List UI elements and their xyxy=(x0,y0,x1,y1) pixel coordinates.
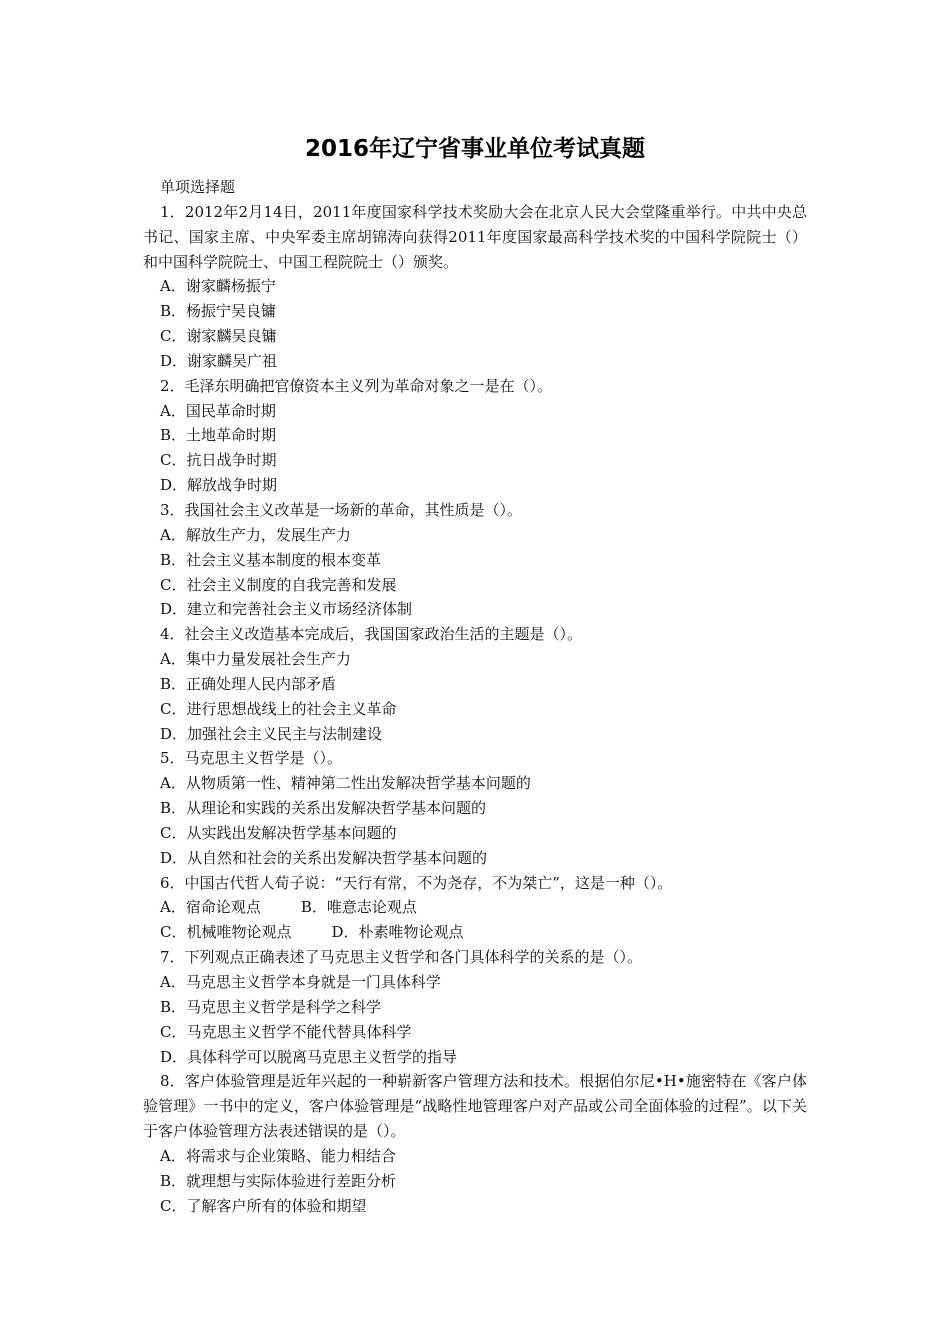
question-5-option-c: C．从实践出发解决哲学基本问题的 xyxy=(160,823,397,842)
question-1-option-a: A．谢家麟杨振宁 xyxy=(160,277,276,296)
question-6-option-a: A．宿命论观点 xyxy=(160,898,261,917)
question-7-text: 7．下列观点正确表述了马克思主义哲学和各门具体科学的关系的是（）。 xyxy=(160,948,643,967)
question-1-text: 1．2012年2月14日，2011年度国家科学技术奖励大会在北京人民大会堂隆重举行。中共中央总书记、国家主席、中央军委主席胡锦涛向获得2011年度国家最高科学技术奖的中国科学院院士（）和中国科学院院士、中国工程院院士（）颁奖。 xyxy=(143,202,807,271)
question-8-option-c: C．了解客户所有的体验和期望 xyxy=(160,1196,367,1215)
question-6-text: 6．中国古代哲人荀子说：“天行有常，不为尧存，不为桀亡”，这是一种（）。 xyxy=(160,873,673,892)
question-7-option-b: B．马克思主义哲学是科学之科学 xyxy=(160,997,382,1016)
question-5-option-d: D．从自然和社会的关系出发解决哲学基本问题的 xyxy=(160,848,488,867)
question-3-option-b: B．社会主义基本制度的根本变革 xyxy=(160,550,382,569)
question-4-option-a: A．集中力量发展社会生产力 xyxy=(160,650,351,669)
question-8-option-b: B．就理想与实际体验进行差距分析 xyxy=(160,1171,397,1190)
question-2-option-b: B．土地革命时期 xyxy=(160,426,277,445)
question-5-option-b: B．从理论和实践的关系出发解决哲学基本问题的 xyxy=(160,799,487,818)
question-6-option-d: D．朴素唯物论观点 xyxy=(331,923,464,942)
question-4-option-d: D．加强社会主义民主与法制建设 xyxy=(160,724,383,743)
question-6-options-row-1 xyxy=(143,895,807,920)
question-4-option-c: C．进行思想战线上的社会主义革命 xyxy=(160,699,397,718)
document-title: 2016年辽宁省事业单位考试真题 xyxy=(304,136,645,162)
question-5-option-a: A．从物质第一性、精神第二性出发解决哲学基本问题的 xyxy=(160,774,531,793)
question-7-option-d: D．具体科学可以脱离马克思主义哲学的指导 xyxy=(160,1047,458,1066)
question-1-option-b: B．杨振宁吴良镛 xyxy=(160,302,277,321)
question-2-text: 2．毛泽东明确把官僚资本主义列为革命对象之一是在（）。 xyxy=(160,376,553,395)
question-1-option-d: D．谢家麟吴广祖 xyxy=(160,351,278,370)
question-6-option-b: B．唯意志论观点 xyxy=(300,898,417,917)
question-3-option-c: C．社会主义制度的自我完善和发展 xyxy=(160,575,397,594)
question-3-option-d: D．建立和完善社会主义市场经济体制 xyxy=(160,600,413,619)
question-4-text: 4．社会主义改造基本完成后，我国国家政治生活的主题是（）。 xyxy=(160,625,583,644)
document-body xyxy=(143,175,807,1218)
question-3-option-a: A．解放生产力，发展生产力 xyxy=(160,525,351,544)
question-7-option-c: C．马克思主义哲学不能代替具体科学 xyxy=(160,1022,412,1041)
question-5-text: 5．马克思主义哲学是（）。 xyxy=(160,749,343,768)
question-1-option-c: C．谢家麟吴良镛 xyxy=(160,327,277,346)
question-8-text: 8．客户体验管理是近年兴起的一种崭新客户管理方法和技术。根据伯尔尼•H•施密特在《客户体验管理》一书中的定义，客户体验管理是“战略性地管理客户对产品或公司全面体验的过程”。以下关于客户体验管理方法表述错误的是（）。 xyxy=(143,1072,807,1141)
question-2-option-d: D．解放战争时期 xyxy=(160,476,278,495)
question-3-text: 3．我国社会主义改革是一场新的革命，其性质是（）。 xyxy=(160,500,523,519)
question-8-option-a: A．将需求与企业策略、能力相结合 xyxy=(160,1146,396,1165)
question-6-option-c: C．机械唯物论观点 xyxy=(160,923,292,942)
question-6-options-row-2 xyxy=(143,920,807,945)
question-2-option-a: A．国民革命时期 xyxy=(160,401,276,420)
question-2-option-c: C．抗日战争时期 xyxy=(160,451,277,470)
question-4-option-b: B．正确处理人民内部矛盾 xyxy=(160,674,337,693)
section-label: 单项选择题 xyxy=(160,178,236,196)
question-7-option-a: A．马克思主义哲学本身就是一门具体科学 xyxy=(160,973,441,991)
